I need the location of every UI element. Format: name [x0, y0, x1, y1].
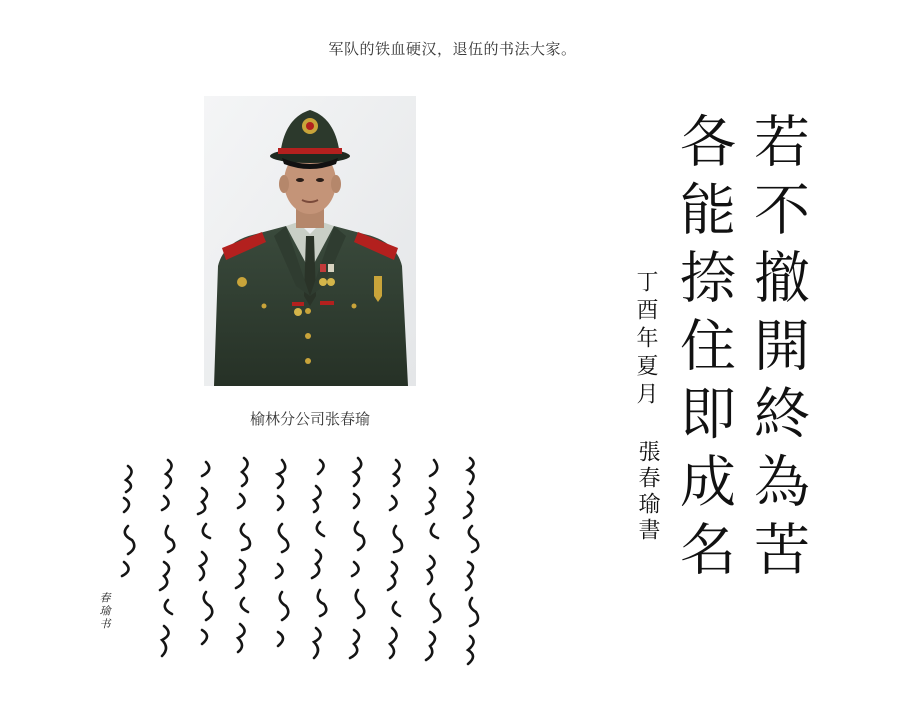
poem-column-1: 若不撤開終為苦: [745, 112, 810, 588]
calligraphy-signature: 張春瑜書: [635, 440, 660, 544]
photo-caption: 榆林分公司张春瑜: [249, 410, 370, 428]
calligraphy-date: 丁酉年夏月: [633, 270, 658, 410]
article-headline: 军队的铁血硬汉，退伍的书法大家。: [328, 40, 577, 58]
calligraphy-poem: [666, 112, 814, 672]
cursive-calligraphy-passage: [100, 452, 490, 684]
cursive-signature: 春瑜书: [98, 592, 111, 631]
poem-column-2: 各能捺住即成名: [671, 112, 736, 588]
soldier-portrait-photo: [204, 96, 416, 386]
cursive-brush-strokes: [100, 452, 490, 684]
